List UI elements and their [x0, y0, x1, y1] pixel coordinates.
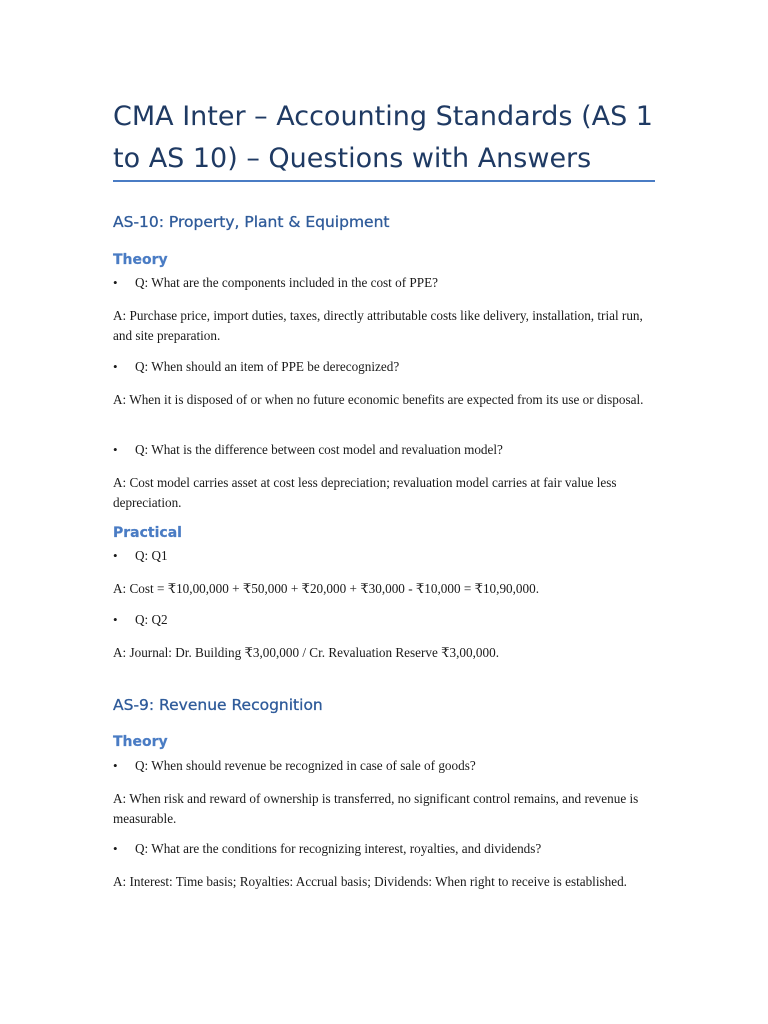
subheading-practical: Practical	[113, 525, 182, 541]
question-text: Q: When should revenue be recognized in case of sale of goods?	[135, 758, 476, 773]
answer-text: A: When risk and reward of ownership is transferred, no significant control remains, and revenue is measurable.	[113, 791, 639, 826]
answer-text: A: When it is disposed of or when no future economic benefits are expected from its use or disposal.	[113, 392, 644, 407]
answer-text: A: Interest: Time basis; Royalties: Accrual basis; Dividends: When right to receive is established.	[113, 874, 627, 889]
answer-text: A: Journal: Dr. Building ₹3,00,000 / Cr. Revaluation Reserve ₹3,00,000.	[113, 645, 499, 660]
answer-text: A: Cost = ₹10,00,000 + ₹50,000 + ₹20,000 + ₹30,000 - ₹10,000 = ₹10,90,000.	[113, 581, 540, 596]
bullet-icon: •	[113, 359, 118, 374]
question-text: Q: When should an item of PPE be derecognized?	[135, 359, 400, 374]
title-underline	[113, 180, 655, 182]
answer-text: A: Purchase price, import duties, taxes, directly attributable costs like delivery, installation, trial run, and site preparation.	[113, 308, 643, 343]
question-text: Q: What are the conditions for recognizing interest, royalties, and dividends?	[135, 841, 542, 856]
section-heading-as10: AS-10: Property, Plant & Equipment	[113, 213, 390, 231]
answer-text: A: Cost model carries asset at cost less depreciation; revaluation model carries at fair value less depreciation.	[113, 475, 617, 510]
question-text: Q: What is the difference between cost model and revaluation model?	[135, 442, 503, 457]
question-item	[113, 757, 658, 775]
bullet-icon: •	[113, 442, 118, 457]
question-item	[113, 611, 658, 629]
question-item	[113, 441, 658, 459]
bullet-icon: •	[113, 548, 118, 563]
question-text: Q: What are the components included in the cost of PPE?	[135, 275, 438, 290]
question-item	[113, 547, 658, 565]
question-text: Q: Q2	[135, 612, 168, 627]
bullet-icon: •	[113, 612, 118, 627]
question-item	[113, 274, 658, 292]
question-item	[113, 840, 658, 858]
bullet-icon: •	[113, 841, 118, 856]
bullet-icon: •	[113, 758, 118, 773]
page-title: CMA Inter – Accounting Standards (AS 1 to AS 10) – Questions with Answers	[113, 101, 653, 174]
bullet-icon: •	[113, 275, 118, 290]
subheading-theory: Theory	[113, 734, 168, 750]
question-item	[113, 358, 658, 376]
section-heading-as9: AS-9: Revenue Recognition	[113, 696, 323, 714]
question-text: Q: Q1	[135, 548, 168, 563]
subheading-theory: Theory	[113, 252, 168, 268]
